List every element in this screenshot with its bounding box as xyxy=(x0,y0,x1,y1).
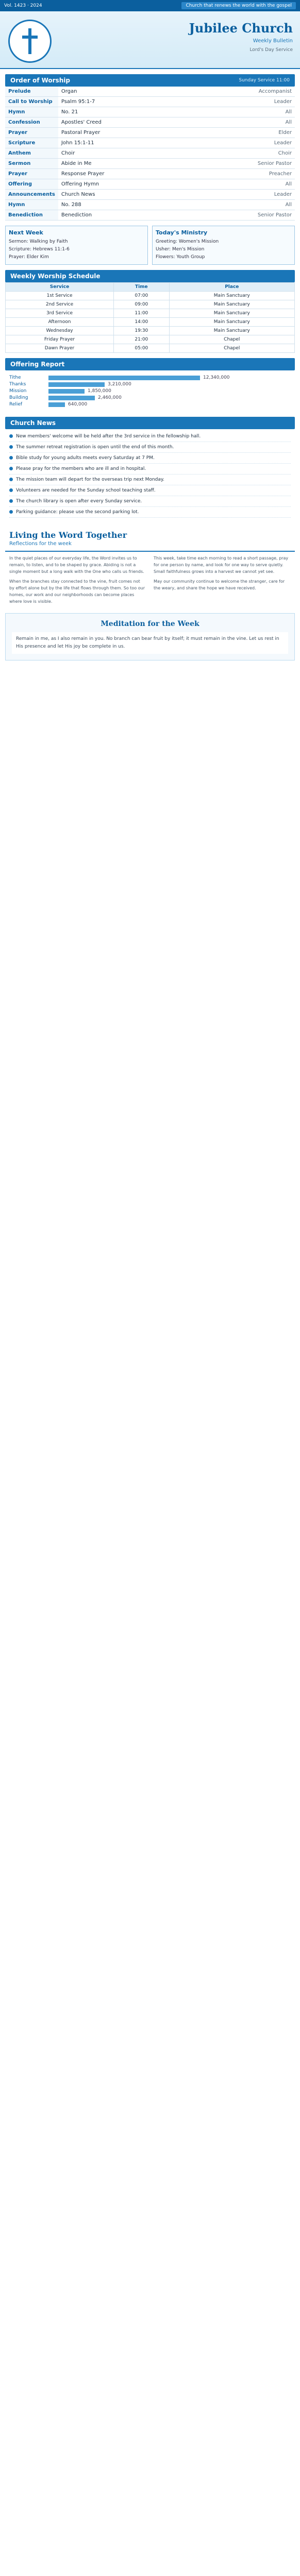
news-item xyxy=(9,496,291,507)
paragraph: When the branches stay connected to the vine, fruit comes not by effort alone but by the life that flows through them. So too our homes, our work and our neighborhoods can become places where love is visible. xyxy=(9,579,145,604)
news-list xyxy=(5,429,295,520)
order-label: Benediction xyxy=(5,210,58,221)
devotion-text: Remain in me, as I also remain in you. No branch can bear fruit by itself; it must remain in the vine. Let us rest in His presence and let His joy be complete in us. xyxy=(12,632,288,654)
order-leader: Preacher xyxy=(227,169,295,179)
section-title: Church News xyxy=(5,417,295,429)
news-text: Parking guidance: please use the second parking lot. xyxy=(16,510,139,515)
news-item xyxy=(9,507,291,518)
order-row xyxy=(5,117,295,128)
order-content: Apostles' Creed xyxy=(58,117,227,128)
offering-amount: 640,000 xyxy=(68,402,88,407)
schedule-table xyxy=(5,282,295,353)
bulletin-label: Weekly Bulletin xyxy=(253,38,293,44)
order-leader: Leader xyxy=(227,138,295,148)
offering-amount: 2,460,000 xyxy=(98,395,122,400)
offering-bar xyxy=(48,389,85,394)
schedule-cell: 21:00 xyxy=(114,335,170,344)
schedule-cell: Afternoon xyxy=(6,318,114,327)
schedule-cell: Wednesday xyxy=(6,327,114,335)
schedule-section xyxy=(5,270,295,353)
order-content: Pastoral Prayer xyxy=(58,128,227,138)
info-line: Prayer: Elder Kim xyxy=(9,255,49,260)
info-line: Usher: Men's Mission xyxy=(156,247,205,252)
schedule-cell: Main Sanctuary xyxy=(169,292,294,300)
news-item xyxy=(9,453,291,464)
paragraph: May our community continue to welcome the stranger, care for the weary, and share the hope we have received. xyxy=(154,579,285,590)
order-row xyxy=(5,159,295,169)
order-leader: All xyxy=(227,107,295,117)
issue-number: Vol. 1423 · 2024 xyxy=(4,3,42,8)
news-text: The mission team will depart for the overseas trip next Monday. xyxy=(16,477,164,482)
order-row xyxy=(5,200,295,210)
order-row xyxy=(5,169,295,179)
news-item xyxy=(9,474,291,485)
offering-amount: 1,850,000 xyxy=(88,388,111,394)
news-section xyxy=(5,417,295,520)
order-leader: Choir xyxy=(227,148,295,159)
offering-bar xyxy=(48,396,95,400)
schedule-header: Place xyxy=(169,283,294,292)
order-content: Psalm 95:1-7 xyxy=(58,97,227,107)
schedule-row xyxy=(6,335,295,344)
offering-row xyxy=(9,388,291,394)
order-row xyxy=(5,87,295,97)
devotion-title: Meditation for the Week xyxy=(101,620,199,628)
paragraph: This week, take time each morning to read a short passage, pray for one person by name, and look for one way to serve quietly. Small faithfulness grows into a harvest we cannot yet see. xyxy=(154,556,289,574)
offering-amount: 3,210,000 xyxy=(108,382,131,387)
offering-list xyxy=(5,370,295,412)
schedule-header: Service xyxy=(6,283,114,292)
schedule-cell: 1st Service xyxy=(6,292,114,300)
news-text: Bible study for young adults meets every Saturday at 7 PM. xyxy=(16,455,155,461)
devotion-box xyxy=(5,613,295,660)
order-content: Offering Hymn xyxy=(58,179,227,190)
schedule-cell: 2nd Service xyxy=(6,300,114,309)
schedule-cell: 19:30 xyxy=(114,327,170,335)
offering-row xyxy=(9,402,291,407)
order-row xyxy=(5,190,295,200)
order-content: Benediction xyxy=(58,210,227,221)
schedule-cell: Main Sanctuary xyxy=(169,300,294,309)
order-label: Anthem xyxy=(5,148,58,159)
order-row xyxy=(5,97,295,107)
order-content: No. 21 xyxy=(58,107,227,117)
schedule-header-row xyxy=(6,283,295,292)
order-table xyxy=(5,87,295,221)
order-content: No. 288 xyxy=(58,200,227,210)
offering-name: Mission xyxy=(9,388,27,394)
order-row xyxy=(5,148,295,159)
bullet-icon xyxy=(9,434,13,438)
article-title: Living the Word Together xyxy=(9,530,127,540)
order-leader: All xyxy=(227,117,295,128)
schedule-cell: Main Sanctuary xyxy=(169,309,294,318)
offering-name: Building xyxy=(9,395,28,400)
offering-name: Relief xyxy=(9,402,23,407)
schedule-row xyxy=(6,292,295,300)
order-row xyxy=(5,107,295,117)
order-label: Prelude xyxy=(5,87,58,97)
order-row xyxy=(5,138,295,148)
order-leader: All xyxy=(227,200,295,210)
info-line: Greeting: Women's Mission xyxy=(156,239,219,244)
section-title: Order of Worship Sunday Service 11:00 xyxy=(5,74,295,87)
bullet-icon xyxy=(9,510,13,514)
offering-name: Thanks xyxy=(9,382,26,387)
news-item xyxy=(9,431,291,442)
service-label: Lord's Day Service xyxy=(249,47,293,53)
order-label: Confession xyxy=(5,117,58,128)
masthead xyxy=(0,11,300,69)
order-label: Offering xyxy=(5,179,58,190)
offering-row xyxy=(9,382,291,387)
schedule-cell: 3rd Service xyxy=(6,309,114,318)
order-label: Hymn xyxy=(5,200,58,210)
article-section xyxy=(5,525,295,608)
news-item xyxy=(9,485,291,496)
box-title: Next Week xyxy=(9,229,43,236)
news-item xyxy=(9,442,291,453)
info-line: Sermon: Walking by Faith xyxy=(9,239,68,244)
order-content: Organ xyxy=(58,87,227,97)
order-leader: Senior Pastor xyxy=(227,159,295,169)
order-label: Prayer xyxy=(5,128,58,138)
box-title: Today's Ministry xyxy=(156,229,208,236)
schedule-cell: 05:00 xyxy=(114,344,170,353)
section-title: Weekly Worship Schedule xyxy=(5,270,295,282)
church-emblem-icon xyxy=(8,20,52,63)
schedule-row xyxy=(6,344,295,353)
schedule-cell: 09:00 xyxy=(114,300,170,309)
order-leader: Senior Pastor xyxy=(227,210,295,221)
section-title: Offering Report xyxy=(5,358,295,370)
bullet-icon xyxy=(9,445,13,449)
bullet-icon xyxy=(9,456,13,460)
order-label: Sermon xyxy=(5,159,58,169)
order-label: Call to Worship xyxy=(5,97,58,107)
top-bar xyxy=(0,0,300,11)
bullet-icon xyxy=(9,488,13,492)
church-name: Jubilee Church xyxy=(189,21,293,36)
offering-bar xyxy=(48,382,105,387)
offering-name: Tithe xyxy=(9,375,21,380)
offering-amount: 12,340,000 xyxy=(203,375,230,380)
news-text: Volunteers are needed for the Sunday school teaching staff. xyxy=(16,488,156,493)
schedule-cell: Main Sanctuary xyxy=(169,318,294,327)
schedule-row xyxy=(6,300,295,309)
next-week-box xyxy=(5,226,148,265)
news-text: New members' welcome will be held after the 3rd service in the fellowship hall. xyxy=(16,434,201,439)
order-label: Announcements xyxy=(5,190,58,200)
schedule-cell: Friday Prayer xyxy=(6,335,114,344)
offering-row xyxy=(9,395,291,400)
news-text: The church library is open after every Sunday service. xyxy=(16,499,142,504)
order-row xyxy=(5,210,295,221)
news-text: The summer retreat registration is open until the end of this month. xyxy=(16,445,174,450)
article-body xyxy=(5,552,295,608)
order-content: Response Prayer xyxy=(58,169,227,179)
paragraph: In the quiet places of our everyday life, the Word invites us to remain, to listen, and to be shaped by grace. Abiding is not a single moment but a long walk with the One who calls us friends. xyxy=(9,556,144,574)
order-label: Hymn xyxy=(5,107,58,117)
article-subtitle: Reflections for the week xyxy=(5,541,295,552)
ministry-info xyxy=(5,226,295,265)
schedule-cell: 07:00 xyxy=(114,292,170,300)
schedule-cell: Chapel xyxy=(169,335,294,344)
news-item xyxy=(9,464,291,474)
order-content: Church News xyxy=(58,190,227,200)
order-label: Scripture xyxy=(5,138,58,148)
news-text: Please pray for the members who are ill and in hospital. xyxy=(16,466,146,471)
schedule-row xyxy=(6,309,295,318)
bullet-icon xyxy=(9,467,13,470)
offering-row xyxy=(9,375,291,380)
today-ministry-box xyxy=(152,226,295,265)
order-row xyxy=(5,128,295,138)
offering-bar xyxy=(48,402,65,407)
info-line: Scripture: Hebrews 11:1-6 xyxy=(9,247,70,252)
bullet-icon xyxy=(9,478,13,481)
schedule-cell: 14:00 xyxy=(114,318,170,327)
order-label: Prayer xyxy=(5,169,58,179)
bullet-icon xyxy=(9,499,13,503)
order-leader: Accompanist xyxy=(227,87,295,97)
schedule-cell: Main Sanctuary xyxy=(169,327,294,335)
schedule-row xyxy=(6,327,295,335)
order-content: Choir xyxy=(58,148,227,159)
order-content: Abide in Me xyxy=(58,159,227,169)
order-content: John 15:1-11 xyxy=(58,138,227,148)
order-of-worship xyxy=(5,74,295,221)
schedule-header: Time xyxy=(114,283,170,292)
order-row xyxy=(5,179,295,190)
order-leader: All xyxy=(227,179,295,190)
schedule-cell: 11:00 xyxy=(114,309,170,318)
order-leader: Elder xyxy=(227,128,295,138)
offering-bar xyxy=(48,376,200,380)
schedule-cell: Chapel xyxy=(169,344,294,353)
offering-section xyxy=(5,358,295,412)
schedule-row xyxy=(6,318,295,327)
order-leader: Leader xyxy=(227,97,295,107)
schedule-cell: Dawn Prayer xyxy=(6,344,114,353)
info-line: Flowers: Youth Group xyxy=(156,255,205,260)
slogan: Church that renews the world with the gospel xyxy=(181,2,296,9)
order-leader: Leader xyxy=(227,190,295,200)
